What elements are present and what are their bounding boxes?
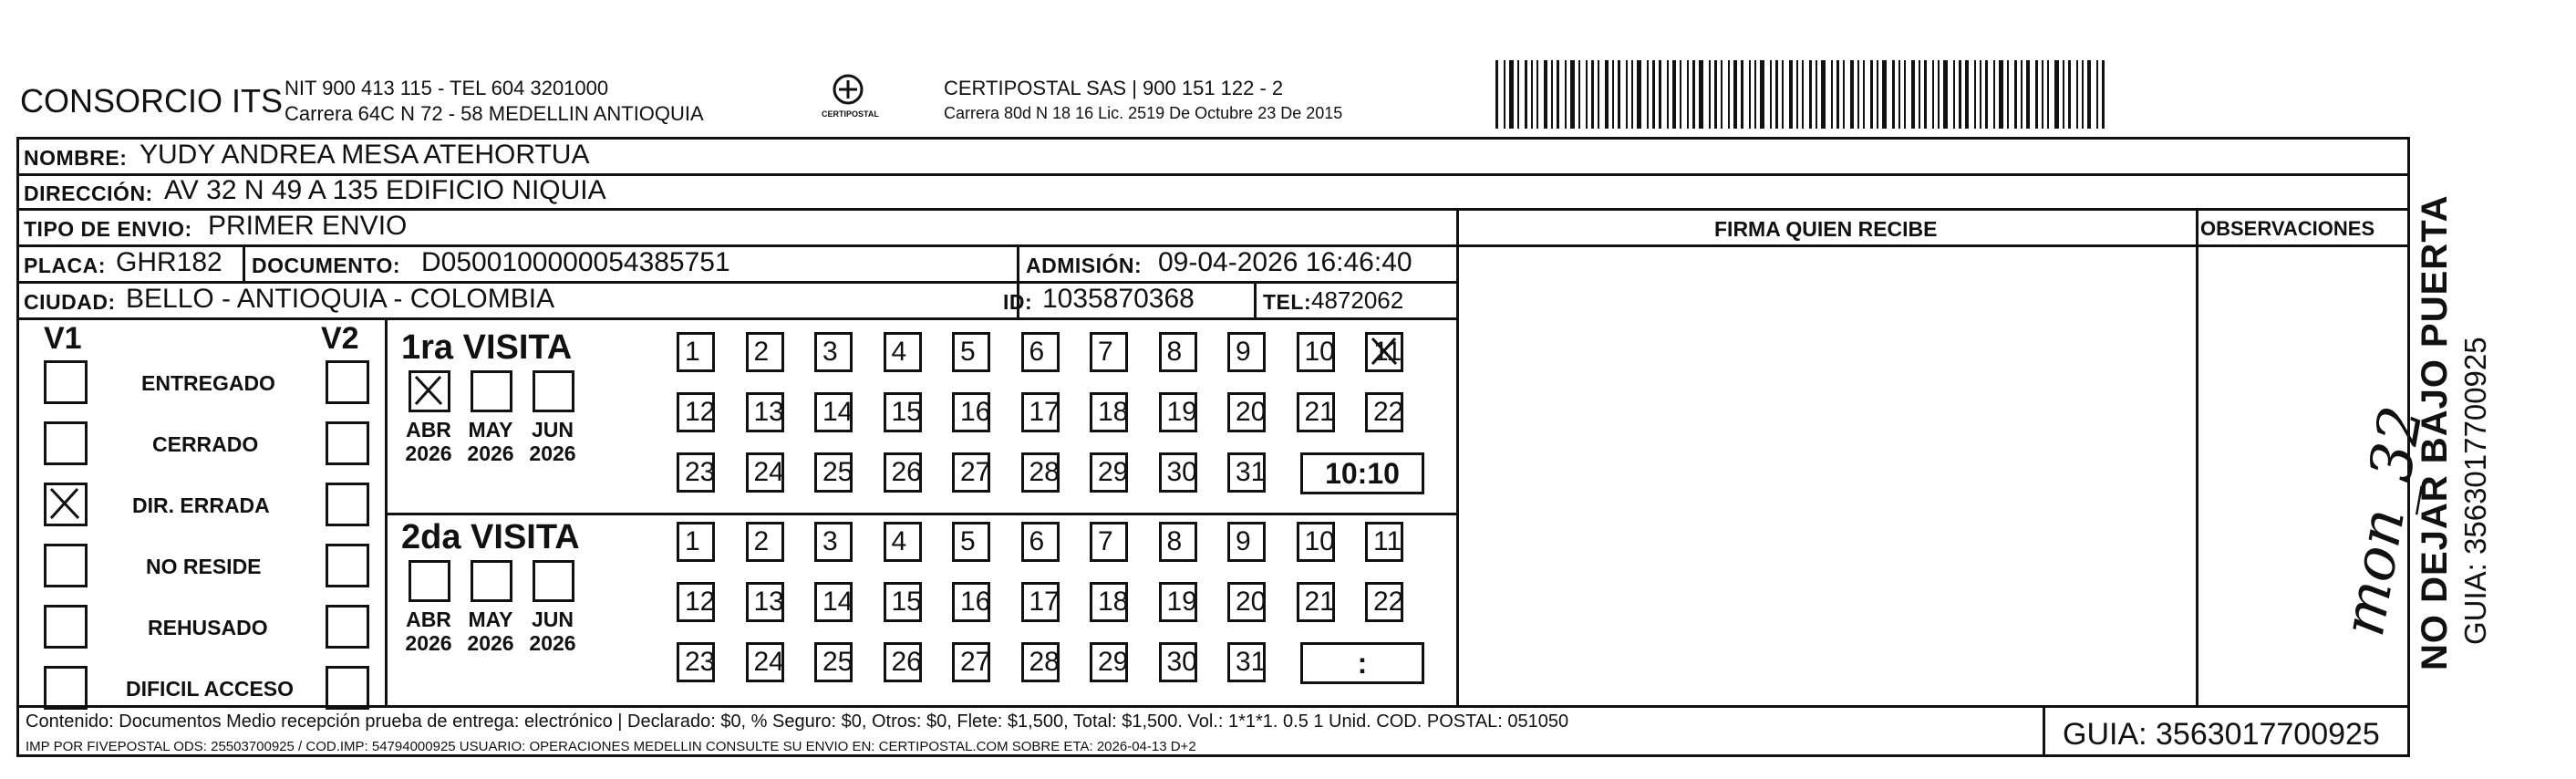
row-line (16, 705, 2410, 708)
day-checkbox[interactable]: 24 (746, 452, 784, 493)
status-label: DIR. ERRADA (132, 493, 270, 517)
tel-label: TEL: (1263, 290, 1312, 314)
day-checkbox[interactable]: 20 (1227, 392, 1266, 432)
day-checkbox[interactable]: 12 (677, 582, 715, 622)
col-line (1254, 281, 1257, 317)
day-checkbox[interactable]: 11 (1365, 522, 1403, 562)
barcode-bar (1749, 60, 1751, 129)
barcode-bar (1850, 60, 1854, 129)
day-checkbox[interactable]: 25 (814, 452, 853, 493)
barcode (1495, 60, 2108, 129)
ciudad-value: BELLO - ANTIOQUIA - COLOMBIA (126, 284, 555, 314)
day-checkbox[interactable]: 24 (746, 642, 784, 682)
tipo-envio-label: TIPO DE ENVIO: (24, 217, 192, 241)
day-checkbox[interactable]: 2 (746, 522, 784, 562)
day-checkbox[interactable]: 12 (677, 392, 715, 432)
barcode-bar (1612, 60, 1614, 129)
day-checkbox[interactable]: 6 (1021, 522, 1060, 562)
day-checkbox[interactable]: 1 (677, 332, 715, 372)
year-label: 2026 (467, 631, 514, 655)
day-checkbox[interactable]: 10 (1297, 332, 1335, 372)
day-checkbox[interactable]: 19 (1159, 582, 1197, 622)
barcode-bar (1919, 60, 1920, 129)
barcode-bar (1667, 60, 1669, 129)
status-v2-checkbox[interactable] (326, 666, 369, 710)
footer-contenido: Contenido: Documentos Medio recepción prueba de entrega: electrónico | Declarado: $0, % Seguro: $0, Otros: $0, Flete: $1,500, Total: $1,500. Vol.: 1*1*1. 0.5 1 Unid. COD. POSTAL: 051050 (26, 711, 1569, 732)
day-checkbox[interactable]: 29 (1090, 452, 1128, 493)
barcode-bar (2087, 60, 2091, 129)
footer-guia: GUIA: 3563017700925 (2063, 717, 2380, 752)
day-checkbox[interactable]: 6 (1021, 332, 1060, 372)
barcode-bar (1809, 60, 1812, 129)
day-checkbox[interactable]: 31 (1227, 452, 1266, 493)
barcode-bar (1924, 60, 1927, 129)
barcode-bar (1728, 60, 1730, 129)
day-checkbox[interactable]: 10 (1297, 522, 1335, 562)
barcode-bar (2007, 60, 2009, 129)
direccion-value: AV 32 N 49 A 135 EDIFICIO NIQUIA (164, 175, 606, 205)
barcode-bar (2068, 60, 2071, 129)
barcode-bar (1598, 60, 1599, 129)
barcode-bar (2035, 60, 2038, 129)
visit2-title: 2da VISITA (401, 518, 580, 556)
col-line (1456, 208, 1459, 705)
nombre-label: NOMBRE: (24, 146, 128, 170)
barcode-bar (1938, 60, 1940, 129)
barcode-bar (1754, 60, 1756, 129)
status-v2-checkbox[interactable] (326, 483, 369, 526)
year-label: 2026 (405, 441, 452, 465)
nombre-value: YUDY ANDREA MESA ATEHORTUA (140, 140, 590, 170)
barcode-bar (1904, 60, 1906, 129)
barcode-bar (1586, 60, 1588, 129)
placa-label: PLACA: (24, 254, 106, 277)
barcode-bar (1659, 60, 1661, 129)
barcode-bar (1618, 60, 1620, 129)
day-checkbox[interactable]: 21 (1297, 392, 1335, 432)
day-checkbox[interactable]: 3 (814, 332, 853, 372)
day-checkbox[interactable]: 26 (884, 452, 922, 493)
status-v1-checkbox[interactable] (44, 605, 88, 649)
barcode-bar (1943, 60, 1948, 129)
barcode-bar (1857, 60, 1859, 129)
id-value: 1035870368 (1042, 284, 1195, 314)
barcode-bar (1836, 60, 1839, 129)
day-checkbox[interactable]: 22 (1365, 392, 1403, 432)
visit-time-box[interactable]: 10:10 (1300, 452, 1424, 494)
barcode-bar (1993, 60, 1995, 129)
day-checkbox[interactable]: 28 (1021, 642, 1060, 682)
certipostal-logo (816, 71, 880, 126)
barcode-bar (1672, 60, 1676, 129)
barcode-bar (1570, 60, 1575, 129)
barcode-bar (1782, 60, 1784, 129)
barcode-bar (1531, 60, 1533, 129)
row-line (16, 317, 1457, 320)
barcode-bar (1760, 60, 1764, 129)
barcode-bar (1536, 60, 1538, 129)
status-v2-checkbox[interactable] (326, 421, 369, 465)
col-line (2196, 208, 2198, 705)
check-x-icon (1368, 335, 1402, 369)
day-checkbox[interactable]: 21 (1297, 582, 1335, 622)
day-checkbox[interactable]: 9 (1227, 522, 1266, 562)
barcode-bar (1741, 60, 1743, 129)
day-checkbox[interactable]: 7 (1090, 332, 1128, 372)
barcode-bar (1709, 60, 1711, 129)
barcode-bar (1863, 60, 1865, 129)
status-v2-checkbox[interactable] (326, 544, 369, 587)
barcode-bar (1802, 60, 1804, 129)
month-checkbox[interactable] (533, 560, 574, 602)
company-nit: NIT 900 413 115 - TEL 604 3201000 (284, 77, 609, 99)
day-checkbox[interactable]: 7 (1090, 522, 1128, 562)
barcode-bar (1680, 60, 1681, 129)
col-line (385, 317, 388, 705)
barcode-bar (1647, 60, 1649, 129)
month-label: ABR (406, 608, 451, 631)
day-checkbox[interactable]: 3 (814, 522, 853, 562)
month-label: JUN (531, 418, 574, 441)
company-address: Carrera 64C N 72 - 58 MEDELLIN ANTIOQUIA (284, 102, 704, 125)
barcode-bar (1714, 60, 1717, 129)
barcode-bar (1565, 60, 1567, 129)
day-checkbox[interactable]: 9 (1227, 332, 1266, 372)
certipostal-license: Carrera 80d N 18 16 Lic. 2519 De Octubre 23 De 2015 (944, 104, 1343, 122)
day-checkbox[interactable]: 4 (884, 522, 922, 562)
placa-value: GHR182 (116, 247, 222, 277)
day-checkbox[interactable]: 5 (952, 522, 990, 562)
admision-label: ADMISIÓN: (1026, 254, 1143, 277)
day-checkbox[interactable]: 8 (1159, 522, 1197, 562)
day-checkbox[interactable]: 19 (1159, 392, 1197, 432)
day-checkbox[interactable]: 26 (884, 642, 922, 682)
year-label: 2026 (467, 441, 514, 465)
barcode-bar (1692, 60, 1695, 129)
barcode-bar (1721, 60, 1723, 129)
day-checkbox[interactable]: 16 (952, 392, 990, 432)
day-checkbox[interactable]: 17 (1021, 392, 1060, 432)
barcode-bar (1517, 60, 1519, 129)
barcode-bar (1892, 60, 1895, 129)
day-checkbox[interactable]: 30 (1159, 642, 1197, 682)
barcode-bar (1882, 60, 1887, 129)
barcode-bar (1796, 60, 1798, 129)
observaciones-label: OBSERVACIONES (2200, 217, 2375, 240)
barcode-bar (1965, 60, 1969, 129)
barcode-bar (1980, 60, 1981, 129)
barcode-bar (2021, 60, 2023, 129)
barcode-bar (1509, 60, 1514, 129)
barcode-bar (1504, 60, 1505, 129)
day-checkbox[interactable]: 20 (1227, 582, 1266, 622)
barcode-bar (1816, 60, 1817, 129)
col-line (243, 244, 245, 281)
id-label: ID: (1003, 290, 1033, 314)
barcode-bar (1733, 60, 1737, 129)
logo-text: CERTIPOSTAL (822, 109, 879, 119)
visit1-title: 1ra VISITA (401, 328, 573, 367)
day-checkbox[interactable]: 28 (1021, 452, 1060, 493)
day-checkbox[interactable]: 14 (814, 582, 853, 622)
handwritten-signature: mon_32 (2330, 400, 2436, 641)
barcode-bar (2026, 60, 2030, 129)
barcode-bar (1637, 60, 1641, 129)
status-label: DIFICIL ACCESO (126, 677, 295, 701)
barcode-bar (1821, 60, 1826, 129)
status-label: REHUSADO (148, 616, 268, 639)
barcode-bar (1652, 60, 1655, 129)
day-checkbox[interactable]: 4 (884, 332, 922, 372)
month-checkbox[interactable] (533, 370, 574, 412)
certipostal-info: CERTIPOSTAL SAS | 900 151 122 - 2 (944, 77, 1284, 99)
status-v2-checkbox[interactable] (326, 605, 369, 649)
barcode-bar (1985, 60, 1988, 129)
status-v1-checkbox[interactable] (44, 666, 88, 710)
year-label: 2026 (529, 441, 576, 465)
day-checkbox[interactable]: 2 (746, 332, 784, 372)
barcode-bar (2042, 60, 2043, 129)
day-checkbox[interactable]: 1 (677, 522, 715, 562)
day-checkbox[interactable]: 25 (814, 642, 853, 682)
tel-value: 4872062 (1311, 286, 1404, 314)
barcode-bar (2054, 60, 2059, 129)
barcode-bar (1959, 60, 1961, 129)
barcode-bar (2014, 60, 2017, 129)
barcode-bar (1974, 60, 1976, 129)
day-checkbox[interactable]: 13 (746, 392, 784, 432)
visit-time-box[interactable]: : (1300, 642, 1424, 684)
barcode-bar (1687, 60, 1689, 129)
barcode-bar (1932, 60, 1934, 129)
status-v2-checkbox[interactable] (326, 360, 369, 404)
day-checkbox[interactable]: 5 (952, 332, 990, 372)
day-checkbox[interactable]: 17 (1021, 582, 1060, 622)
day-checkbox[interactable]: 18 (1090, 392, 1128, 432)
direccion-label: DIRECCIÓN: (24, 182, 153, 205)
status-v1-checkbox[interactable] (44, 483, 88, 526)
v1-label: V1 (44, 321, 82, 356)
day-checkbox[interactable]: 13 (746, 582, 784, 622)
day-checkbox[interactable]: 27 (952, 642, 990, 682)
barcode-bar (1578, 60, 1580, 129)
visit-divider (385, 513, 1457, 515)
barcode-bar (1605, 60, 1609, 129)
year-label: 2026 (405, 631, 452, 655)
day-checkbox[interactable]: 30 (1159, 452, 1197, 493)
day-checkbox[interactable]: 15 (884, 582, 922, 622)
barcode-bar (2063, 60, 2064, 129)
barcode-bar (2102, 60, 2105, 129)
barcode-bar (1911, 60, 1915, 129)
day-checkbox[interactable]: 23 (677, 452, 715, 493)
day-checkbox[interactable]: 31 (1227, 642, 1266, 682)
year-label: 2026 (529, 631, 576, 655)
status-label: CERRADO (152, 432, 259, 456)
day-checkbox[interactable]: 16 (952, 582, 990, 622)
barcode-bar (2082, 60, 2084, 129)
month-checkbox[interactable] (471, 370, 512, 412)
side-guia: GUIA: 3563017700925 (2458, 337, 2492, 645)
day-checkbox[interactable]: 22 (1365, 582, 1403, 622)
barcode-bar (1877, 60, 1878, 129)
day-checkbox[interactable]: 15 (884, 392, 922, 432)
month-checkbox[interactable] (409, 370, 450, 412)
barcode-bar (1843, 60, 1845, 129)
day-checkbox[interactable]: 8 (1159, 332, 1197, 372)
col-line (2043, 705, 2045, 757)
barcode-bar (1551, 60, 1553, 129)
barcode-bar (1831, 60, 1833, 129)
barcode-bar (1699, 60, 1703, 129)
barcode-bar (1999, 60, 2003, 129)
barcode-bar (1557, 60, 1559, 129)
check-x-icon (47, 485, 85, 524)
footer-imp: IMP POR FIVEPOSTAL ODS: 25503700925 / COD.IMP: 54794000925 USUARIO: OPERACIONES MEDELLIN CONSULTE SU ENVIO EN: CERTIPOSTAL.COM SOBRE ETA: 2026-04-13 D+2 (26, 739, 1196, 754)
month-label: MAY (468, 418, 513, 441)
month-label: JUN (531, 608, 574, 631)
status-v1-checkbox[interactable] (44, 544, 88, 587)
barcode-bar (1870, 60, 1873, 129)
ciudad-label: CIUDAD: (24, 290, 116, 314)
day-checkbox[interactable]: 18 (1090, 582, 1128, 622)
documento-value: D0500100000054385751 (421, 247, 730, 277)
barcode-bar (2076, 60, 2078, 129)
status-label: NO RESIDE (146, 555, 262, 578)
check-x-icon (411, 373, 448, 410)
tipo-envio-value: PRIMER ENVIO (208, 211, 408, 241)
barcode-bar (1775, 60, 1778, 129)
day-checkbox[interactable]: 27 (952, 452, 990, 493)
documento-label: DOCUMENTO: (252, 254, 401, 277)
barcode-bar (2096, 60, 2098, 129)
day-checkbox[interactable]: 29 (1090, 642, 1128, 682)
barcode-bar (1898, 60, 1900, 129)
barcode-bar (1544, 60, 1547, 129)
month-checkbox[interactable] (409, 560, 450, 602)
barcode-bar (1770, 60, 1772, 129)
day-checkbox[interactable]: 11 (1365, 332, 1403, 372)
status-label: ENTREGADO (141, 371, 275, 395)
v2-label: V2 (321, 321, 359, 356)
firma-label: FIRMA QUIEN RECIBE (1714, 217, 1938, 241)
status-v1-checkbox[interactable] (44, 360, 88, 404)
no-dejar-bajo-puerta: NO DEJAR BAJO PUERTA (2415, 194, 2455, 670)
month-label: MAY (468, 608, 513, 631)
month-checkbox[interactable] (471, 560, 512, 602)
status-v1-checkbox[interactable] (44, 421, 88, 465)
barcode-bar (1953, 60, 1955, 129)
admision-value: 09-04-2026 16:46:40 (1158, 247, 1412, 277)
day-checkbox[interactable]: 23 (677, 642, 715, 682)
barcode-bar (1631, 60, 1633, 129)
day-checkbox[interactable]: 14 (814, 392, 853, 432)
barcode-bar (1789, 60, 1793, 129)
barcode-bar (1525, 60, 1527, 129)
barcode-bar (1591, 60, 1594, 129)
month-label: ABR (406, 418, 451, 441)
barcode-bar (2047, 60, 2049, 129)
barcode-bar (1495, 60, 1498, 129)
company-name: CONSORCIO ITS (20, 82, 284, 119)
barcode-bar (1626, 60, 1628, 129)
